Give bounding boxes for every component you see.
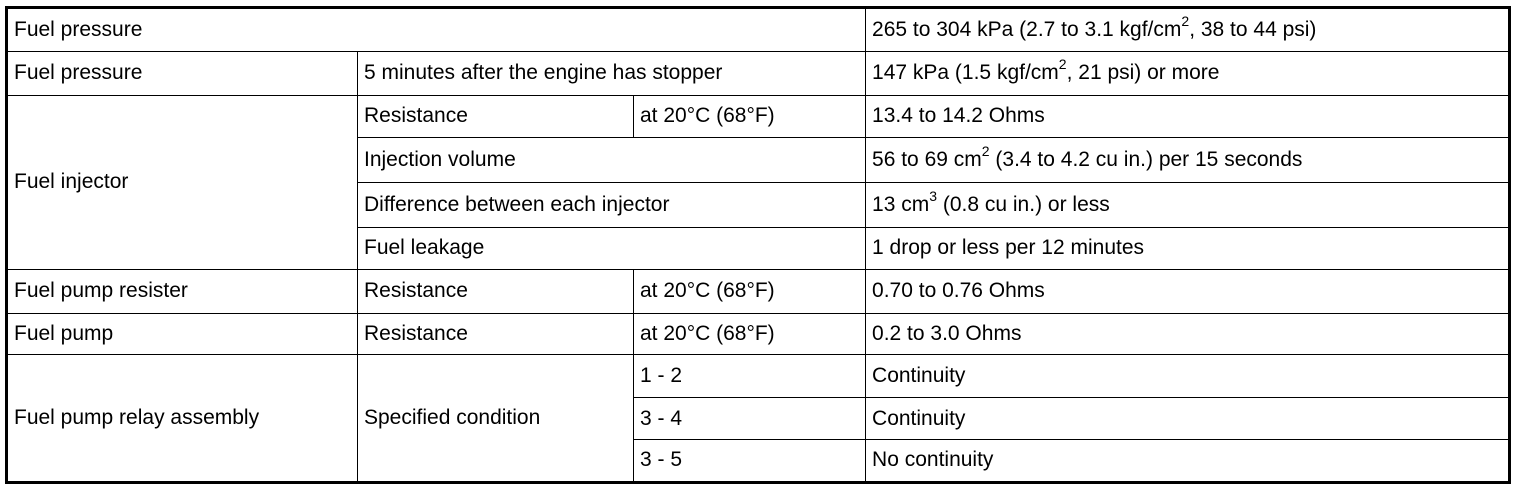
- sub-item-cell: Resistance: [358, 313, 634, 354]
- sub-item-cell: Resistance: [358, 95, 634, 137]
- spec-cell: [866, 137, 1510, 182]
- spec-cell: 1 drop or less per 12 minutes: [866, 228, 1510, 269]
- terminal-cell: 1 - 2: [634, 355, 866, 398]
- spec-text: 56 to 69 cm: [872, 147, 982, 171]
- superscript: 2: [1058, 56, 1067, 73]
- spec-cell: [866, 183, 1510, 228]
- spec-cell: 13.4 to 14.2 Ohms: [866, 95, 1510, 137]
- condition-cell: Specified condition: [358, 355, 634, 483]
- sub-item-cell: Resistance: [358, 269, 634, 313]
- item-cell: Fuel injector: [7, 95, 358, 269]
- spec-cell: Continuity: [866, 398, 1510, 439]
- item-cell: Fuel pump resister: [7, 269, 358, 313]
- terminal-cell: 3 - 5: [634, 439, 866, 482]
- spec-text: (0.8 cu in.) or less: [937, 193, 1110, 217]
- table-row: [7, 355, 1510, 398]
- condition-cell: 5 minutes after the engine has stopper: [358, 52, 866, 95]
- spec-text: , 21 psi) or more: [1066, 61, 1220, 85]
- superscript: 3: [929, 188, 938, 205]
- table-row: [7, 95, 1510, 137]
- sub-item-cell: Injection volume: [358, 137, 866, 182]
- superscript: 2: [1181, 13, 1190, 30]
- spec-cell: [866, 8, 1510, 52]
- spec-text: 13 cm: [872, 193, 930, 217]
- item-cell: Fuel pressure: [7, 52, 358, 95]
- spec-text: 147 kPa (1.5 kgf/cm: [872, 61, 1059, 85]
- sub-item-cell: Difference between each injector: [358, 183, 866, 228]
- table-row: [7, 269, 1510, 313]
- item-cell: Fuel pressure: [7, 8, 866, 52]
- table-row: [7, 52, 1510, 95]
- superscript: 2: [981, 142, 990, 159]
- spec-cell: 0.2 to 3.0 Ohms: [866, 313, 1510, 354]
- item-cell: Fuel pump relay assembly: [7, 355, 358, 483]
- temperature-cell: at 20°C (68°F): [634, 95, 866, 137]
- item-cell: Fuel pump: [7, 313, 358, 354]
- spec-cell: 0.70 to 0.76 Ohms: [866, 269, 1510, 313]
- spec-cell: Continuity: [866, 355, 1510, 398]
- spec-text: (3.4 to 4.2 cu in.) per 15 seconds: [989, 147, 1303, 171]
- table-row: [7, 8, 1510, 52]
- spec-text: 265 to 304 kPa (2.7 to 3.1 kgf/cm: [872, 18, 1182, 42]
- terminal-cell: 3 - 4: [634, 398, 866, 439]
- spec-cell: No continuity: [866, 439, 1510, 482]
- table-row: [7, 313, 1510, 354]
- spec-text: , 38 to 44 psi): [1189, 18, 1317, 42]
- temperature-cell: at 20°C (68°F): [634, 313, 866, 354]
- fuel-system-spec-table: [5, 6, 1511, 484]
- temperature-cell: at 20°C (68°F): [634, 269, 866, 313]
- sub-item-cell: Fuel leakage: [358, 228, 866, 269]
- spec-cell: [866, 52, 1510, 95]
